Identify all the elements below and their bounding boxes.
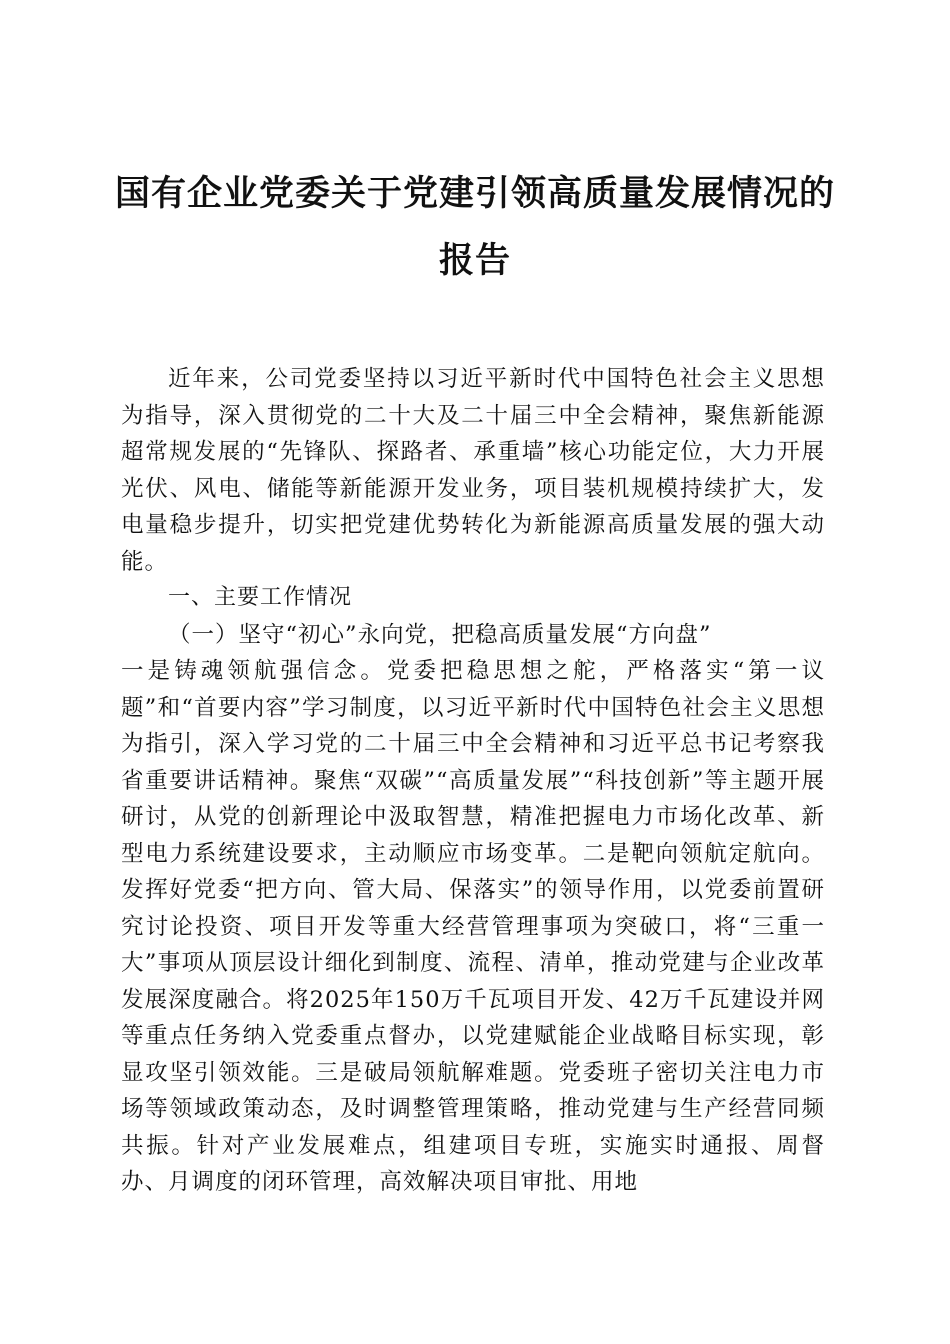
subsection-heading-1: （一）坚守“初心”永向党，把稳高质量发展“方向盘” — [168, 621, 712, 648]
intro-paragraph: 近年来，公司党委坚持以习近平新时代中国特色社会主义思想为指导，深入贯彻党的二十大及二十届三中全会精神，聚焦新能源超常规发展的“先锋队、探路者、承重墙”核心功能定位，大力开展光伏、风电、储能等新能源开发业务，项目装机规模持续扩大，发电量稳步提升，切实把党建优势转化为新能源高质量发展的强大动能。 — [121, 366, 825, 575]
document-body — [121, 361, 825, 1201]
document-title-line-2: 报告 — [438, 241, 511, 281]
section-heading-1: 一、主要工作情况 — [168, 585, 353, 610]
document-title-line-1: 国有企业党委关于党建引领高质量发展情况的 — [114, 174, 835, 214]
subsection-1-paragraph: 一是铸魂领航强信念。党委把稳思想之舵，严格落实“第一议题”和“首要内容”学习制度，以习近平新时代中国特色社会主义思想为指引，深入学习党的二十届三中全会精神和习近平总书记考察我省重要讲话精神。聚焦“双碳”“高质量发展”“科技创新”等主题开展研讨，从党的创新理论中汲取智慧，精准把握电力市场化改革、新型电力系统建设要求，主动顺应市场变革。二是靶向领航定航向。发挥好党委“把方向、管大局、保落实”的领导作用，以党委前置研究讨论投资、项目开发等重大经营管理事项为突破口，将“三重一大”事项从顶层设计细化到制度、流程、清单，推动党建与企业改革发展深度融合。将2025年150万千瓦项目开发、42万千瓦建设并网等重点任务纳入党委重点督办，以党建赋能企业战略目标实现，彰显攻坚引领效能。三是破局领航解难题。党委班子密切关注电力市场等领域政策动态，及时调整管理策略，推动党建与生产经营同频共振。针对产业发展难点，组建项目专班，实施实时通报、周督办、月调度的闭环管理，高效解决项目审批、用地 — [121, 658, 825, 1195]
